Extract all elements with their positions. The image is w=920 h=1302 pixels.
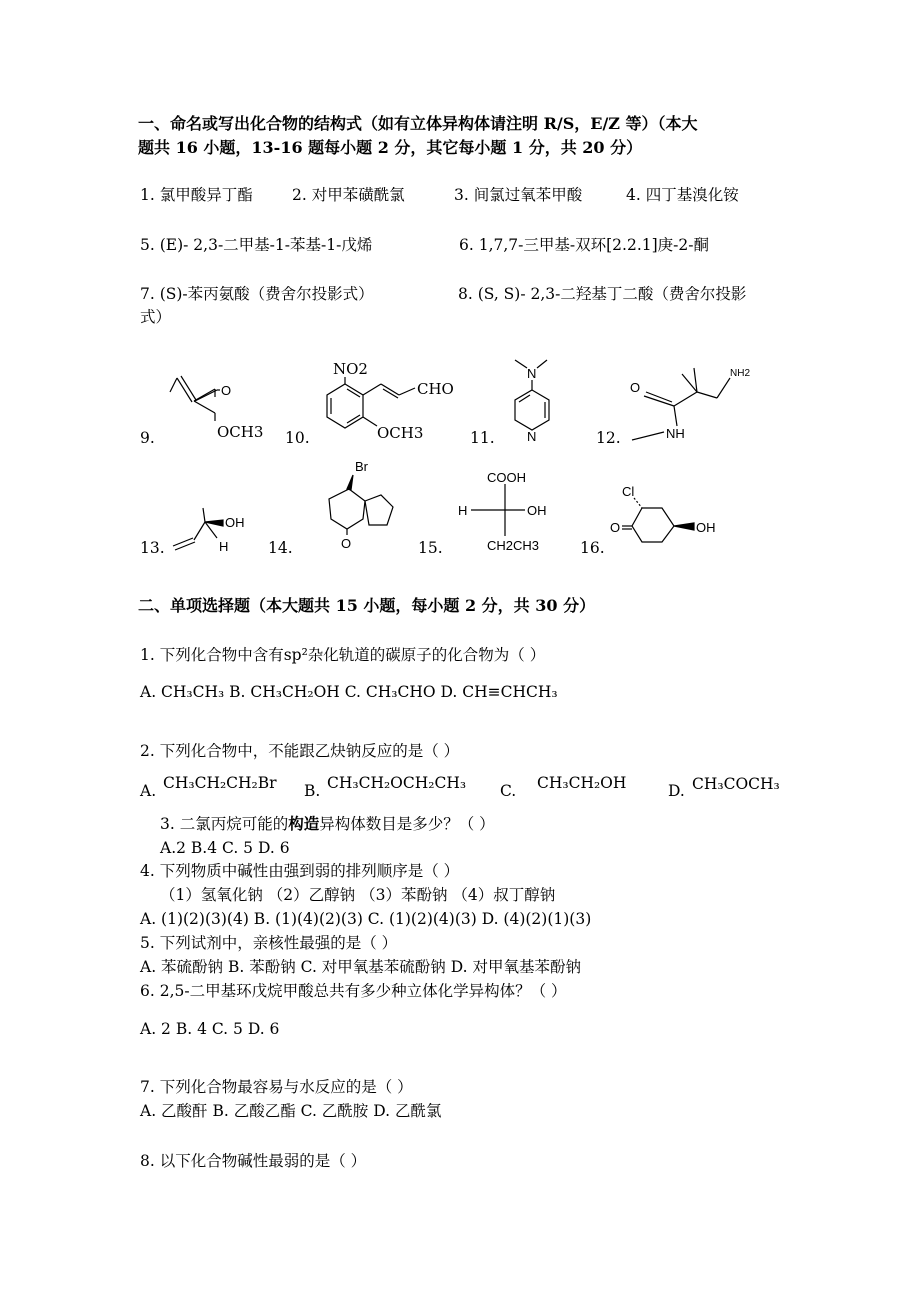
s2-q2-option-b-label: B. bbox=[304, 782, 321, 800]
structure-number-15: 15. bbox=[418, 539, 443, 557]
structure-9-methyl-acrylate bbox=[165, 365, 275, 445]
structure-16-chlorocyclohexanone bbox=[608, 478, 728, 553]
question-1: 1. 氯甲酸异丁酯 bbox=[140, 186, 253, 204]
section1-title-line1: 一、命名或写出化合物的结构式（如有立体异构体请注明 R/S，E/Z 等）（本大 bbox=[138, 114, 698, 133]
s2-question-5: 5. 下列试剂中，亲核性最强的是（ ） bbox=[140, 934, 398, 952]
s2-q3-text-bold: 构造 bbox=[288, 814, 320, 833]
structure-11-dmap bbox=[505, 352, 565, 447]
m12-nh2: NH2 bbox=[730, 368, 751, 379]
m16-oh: OH bbox=[696, 520, 716, 535]
section1-title-line2: 题共 16 小题，13-16 题每小题 2 分，其它每小题 1 分，共 20 分） bbox=[138, 138, 643, 157]
question-4: 4. 四丁基溴化铵 bbox=[626, 186, 739, 204]
s2-question-3 bbox=[160, 814, 495, 834]
s2-q2-option-a: CH₃CH₂CH₂Br bbox=[163, 774, 277, 792]
structure-15-fischer bbox=[455, 470, 565, 555]
m14-o: O bbox=[341, 536, 352, 551]
question-3: 3. 间氯过氧苯甲酸 bbox=[454, 186, 583, 204]
m13-h: H bbox=[219, 539, 229, 554]
structure-12-aminoamide bbox=[622, 360, 762, 445]
s2-question-2: 2. 下列化合物中，不能跟乙炔钠反应的是（ ） bbox=[140, 742, 460, 760]
structure-14-spiro-bromoketone bbox=[305, 455, 405, 555]
structure-number-11: 11. bbox=[470, 429, 495, 447]
question-8: 8. (S, S)- 2,3-二羟基丁二酸（费舍尔投影 bbox=[458, 285, 747, 303]
m16-cl: Cl bbox=[622, 484, 635, 499]
s2-q2-option-c: CH₃CH₂OH bbox=[537, 774, 627, 792]
m10-cho: CHO bbox=[417, 380, 454, 398]
s2-question-4-options: A. (1)(2)(3)(4) B. (1)(4)(2)(3) C. (1)(2)(4)(3) D. (4)(2)(1)(3) bbox=[140, 910, 592, 928]
s2-question-6: 6. 2,5-二甲基环戊烷甲酸总共有多少种立体化学异构体？（ ） bbox=[140, 982, 567, 1000]
m12-o: O bbox=[630, 380, 641, 395]
s2-question-5-options: A. 苯硫酚钠 B. 苯酚钠 C. 对甲氧基苯硫酚钠 D. 对甲氧基苯酚钠 bbox=[140, 958, 581, 976]
m11-n-ring: N bbox=[527, 429, 537, 444]
s2-question-7-options: A. 乙酸酐 B. 乙酸乙酯 C. 乙酰胺 D. 乙酰氯 bbox=[140, 1102, 442, 1120]
question-8-wrap: 式） bbox=[140, 308, 172, 326]
m12-nh: NH bbox=[666, 426, 685, 441]
s2-question-1-options: A. CH₃CH₃ B. CH₃CH₂OH C. CH₃CHO D. CH≡CHCH₃ bbox=[140, 683, 558, 701]
m9-carbonyl-o: O bbox=[221, 383, 232, 398]
s2-q2-option-d-label: D. bbox=[668, 782, 685, 800]
m10-no2: NO2 bbox=[333, 360, 368, 378]
question-7: 7. (S)-苯丙氨酸（费舍尔投影式） bbox=[140, 285, 374, 303]
m15-h: H bbox=[458, 503, 468, 518]
s2-q2-option-a-label: A. bbox=[140, 782, 157, 800]
s2-q3-text-post: 异构体数目是多少？（ ） bbox=[319, 815, 495, 833]
section2-title: 二、单项选择题（本大题共 15 小题，每小题 2 分，共 30 分） bbox=[138, 596, 596, 615]
m15-cooh: COOH bbox=[487, 470, 526, 485]
question-5: 5. (E)- 2,3-二甲基-1-苯基-1-戊烯 bbox=[140, 236, 373, 254]
m16-o: O bbox=[610, 520, 621, 535]
question-2: 2. 对甲苯磺酰氯 bbox=[292, 186, 405, 204]
structure-number-9: 9. bbox=[140, 429, 155, 447]
s2-q2-option-c-label: C. bbox=[500, 782, 517, 800]
s2-question-3-options: A.2 B.4 C. 5 D. 6 bbox=[160, 839, 290, 857]
m13-oh: OH bbox=[225, 515, 245, 530]
structure-number-13: 13. bbox=[140, 539, 165, 557]
structure-13-butenol bbox=[165, 500, 255, 560]
s2-question-4: 4. 下列物质中碱性由强到弱的排列顺序是（ ） bbox=[140, 862, 460, 880]
s2-question-8: 8. 以下化合物碱性最弱的是（ ） bbox=[140, 1152, 367, 1170]
s2-q2-option-b: CH₃CH₂OCH₂CH₃ bbox=[327, 774, 467, 792]
s2-q3-text-pre: 3. 二氯丙烷可能的 bbox=[160, 815, 289, 833]
structure-number-10: 10. bbox=[285, 429, 310, 447]
structure-number-14: 14. bbox=[268, 539, 293, 557]
m14-br: Br bbox=[355, 459, 368, 474]
question-6: 6. 1,7,7-三甲基-双环[2.2.1]庚-2-酮 bbox=[459, 236, 709, 254]
m15-oh: OH bbox=[527, 503, 547, 518]
m15-ch2ch3: CH2CH3 bbox=[487, 538, 540, 553]
structure-number-16: 16. bbox=[580, 539, 605, 557]
m9-och3: OCH3 bbox=[217, 423, 264, 441]
m11-n-top: N bbox=[527, 366, 537, 381]
s2-question-4-items: （1）氢氧化钠 （2）乙醇钠 （3）苯酚钠 （4）叔丁醇钠 bbox=[160, 886, 556, 904]
s2-q2-option-d: CH₃COCH₃ bbox=[692, 775, 780, 793]
structure-number-12: 12. bbox=[596, 429, 621, 447]
structure-10-nitro-methoxy-cinnamaldehyde bbox=[305, 362, 455, 447]
s2-question-7: 7. 下列化合物最容易与水反应的是（ ） bbox=[140, 1078, 413, 1096]
m10-och3: OCH3 bbox=[377, 424, 424, 442]
s2-question-6-options: A. 2 B. 4 C. 5 D. 6 bbox=[140, 1020, 280, 1038]
s2-question-1: 1. 下列化合物中含有sp²杂化轨道的碳原子的化合物为（ ） bbox=[140, 646, 546, 664]
